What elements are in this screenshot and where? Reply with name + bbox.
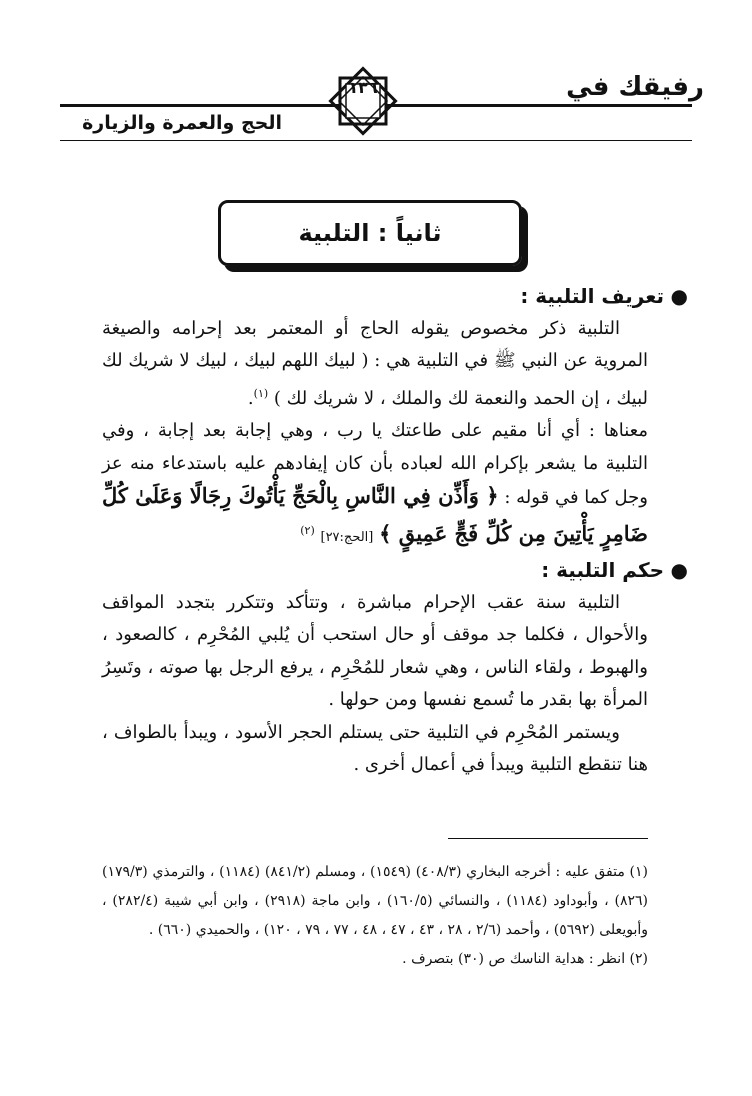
verse-reference: [الحج:٢٧] — [320, 529, 374, 545]
quran-verse: ﴿ وَأَذِّن فِي النَّاسِ بِالْحَجِّ يَأْتُوكَ رِجَالًا وَعَلَىٰ كُلِّ ضَامِرٍ يَأْتِينَ مِن كُلِّ فَجٍّ عَمِيقٍ ﴾ — [102, 483, 648, 546]
book-title: رفيقك في — [566, 72, 704, 102]
ruling-paragraph-2: ويستمر المُحْرِم في التلبية حتى يستلم الحجر الأسود ، ويبدأ بالطواف ، هنا تنقطع التلبية ويبدأ في أعمال أخرى . — [102, 721, 648, 775]
page-number-star-icon — [328, 66, 398, 136]
bullet-icon: ● — [670, 558, 688, 582]
header-rule-bottom — [60, 140, 692, 141]
page-header — [0, 60, 752, 150]
definition-paragraph: التلبية ذكر مخصوص يقوله الحاج أو المعتمر بعد إحرامه والصيغة المروية عن النبي ﷺ في التلبية هي : ( لبيك اللهم لبيك ، لبيك لا شريك لك لبيك ، إن الحمد والنعمة لك والملك ، لا شريك لك ) $^{(١)}$. — [102, 317, 648, 409]
footnote-ref: (٢) — [300, 523, 315, 537]
section-title: ثانياً : التلبية — [298, 219, 442, 247]
ruling-heading: ● حكم التلبية : — [102, 554, 688, 587]
ruling-paragraph: التلبية سنة عقب الإحرام مباشرة ، وتتأكد وتتكرر بتجدد المواقف والأحوال ، فكلما جد موقف أو حال استحب أن يُلبي المُحْرِم ، كالصعود ، والهبوط ، ولقاء الناس ، وهي شعار للمُحْرِم ، يرفع الرجل بها صوته ، وتَسِرُ المرأة بها بقدر ما تُسمع نفسها ومن حولها . — [102, 591, 648, 710]
footnote-2: (٢) انظر : هداية الناسك ص (٣٠) بتصرف . — [402, 951, 648, 967]
page-number: ١٣٦ — [348, 78, 378, 97]
bullet-icon: ● — [670, 284, 688, 308]
definition-heading: ● تعريف التلبية : — [102, 280, 688, 313]
footnote-divider — [448, 838, 648, 839]
footnote-ref: (١) — [253, 386, 269, 400]
footnotes — [102, 858, 648, 974]
book-subtitle: الحج والعمرة والزيارة — [82, 112, 282, 134]
main-content — [102, 280, 688, 782]
meaning-paragraph: معناها : أي أنا مقيم على طاعتك يا رب ، وهي إجابة بعد إجابة ، وفي التلبية ما يشعر بإكرام الله لعباده بأن كان إيفادهم عليه باستدعاء منه عز وجل كما في قوله : ﴿ وَأَذِّن فِي النَّاسِ بِالْحَجِّ يَأْتُوكَ رِجَالًا وَعَلَىٰ كُلِّ ضَامِرٍ يَأْتِينَ مِن كُلِّ فَجٍّ عَمِيقٍ ﴾ [الحج:٢٧] $^{(٢)}$ — [102, 420, 648, 546]
section-title-box — [218, 200, 522, 266]
footnote-1: (١) متفق عليه : أخرجه البخاري (٤٠٨/٣) (١٥٤٩) ، ومسلم (٨٤١/٢) (١١٨٤) ، والترمذي (١٧٩/٣) (٨٢٦) ، وأبوداود (١١٨٤) ، والنسائي (١٦٠/٥) ، وابن ماجة (٢٩١٨) ، وابن أبي شيبة (٢٨٢/٤) ، وأبويعلى (٥٦٩٢) ، وأحمد (٢/٦ ، ٢٨ ، ٤٣ ، ٤٧ ، ٤٨ ، ٧٧ ، ٧٩ ، ١٢٠) ، والحميدي (٦٦٠) . — [102, 864, 649, 938]
